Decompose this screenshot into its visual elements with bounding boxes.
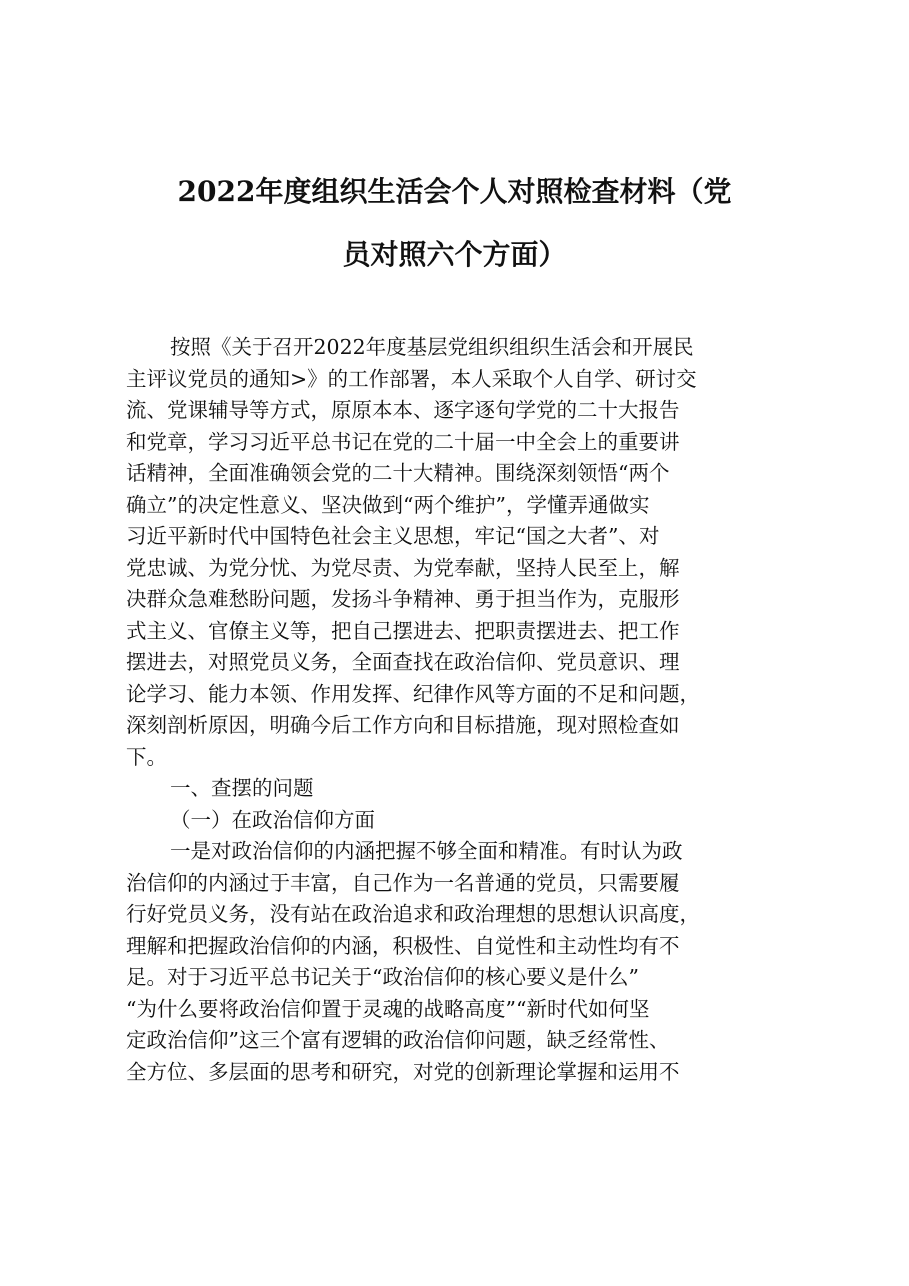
paragraph-line: 行好党员义务，没有站在政治追求和政治理想的思想认识高度， [126, 902, 700, 926]
paragraph-line: 深刻剖析原因，明确今后工作方向和目标措施，现对照检查如 [126, 713, 680, 737]
paragraph-line: 一是对政治信仰的内涵把握不够全面和精准。有时认为政 [170, 839, 683, 863]
document-title [120, 160, 789, 286]
paragraph-line: 决群众急难愁盼问题，发扬斗争精神、勇于担当作为，克服形 [126, 587, 680, 611]
paragraph-line: 下。 [126, 744, 167, 769]
subsection-heading: （一）在政治信仰方面 [170, 807, 375, 832]
paragraph-line: 话精神，全面准确领会党的二十大精神。围绕深刻领悟“两个 [126, 461, 670, 485]
paragraph-line: 理解和把握政治信仰的内涵，积极性、自觉性和主动性均有不 [126, 933, 680, 958]
paragraph-line: 式主义、官僚主义等，把自己摆进去、把职责摆进去、把工作 [126, 618, 680, 643]
paragraph-line: 摆进去，对照党员义务，全面查找在政治信仰、党员意识、理 [126, 650, 680, 674]
title-line-2: 员对照六个方面） [342, 238, 567, 271]
document-body [126, 332, 796, 1088]
paragraph-line: 和党章，学习习近平总书记在党的二十届一中全会上的重要讲 [126, 429, 680, 454]
paragraph-line: 习近平新时代中国特色社会主义思想，牢记“国之大者”、对 [126, 524, 660, 548]
paragraph-line: 论学习、能力本领、作用发挥、纪律作风等方面的不足和问题， [126, 681, 700, 706]
paragraph-line: 党忠诚、为党分忧、为党尽责、为党奉献，坚持人民至上，解 [126, 555, 680, 580]
section-heading: 一、查摆的问题 [170, 776, 314, 800]
paragraph-political-belief [126, 836, 796, 1088]
paragraph-line: 流、党课辅导等方式，原原本本、逐字逐句学党的二十大报告 [126, 398, 680, 422]
paragraph-line: 足。对于习近平总书记关于“政治信仰的核心要义是什么” [126, 965, 639, 989]
paragraph-line: 主评议党员的通知>》的工作部署，本人采取个人自学、研讨交 [126, 366, 697, 391]
paragraph-line: 按照《关于召开2022年度基层党组织组织生活会和开展民 [170, 335, 694, 359]
paragraph-intro [126, 332, 796, 773]
title-line-1: 2022年度组织生活会个人对照检查材料（党 [177, 175, 732, 208]
paragraph-line: 定政治信仰”这三个富有逻辑的政治信仰问题，缺乏经常性、 [126, 1028, 670, 1052]
paragraph-line: 确立”的决定性意义、坚决做到“两个维护”，学懂弄通做实 [126, 492, 650, 517]
paragraph-line: “为什么要将政治信仰置于灵魂的战略高度”“新时代如何坚 [126, 996, 650, 1021]
paragraph-line: 治信仰的内涵过于丰富，自己作为一名普通的党员，只需要履 [126, 870, 680, 895]
paragraph-line: 全方位、多层面的思考和研究，对党的创新理论掌握和运用不 [126, 1059, 680, 1084]
